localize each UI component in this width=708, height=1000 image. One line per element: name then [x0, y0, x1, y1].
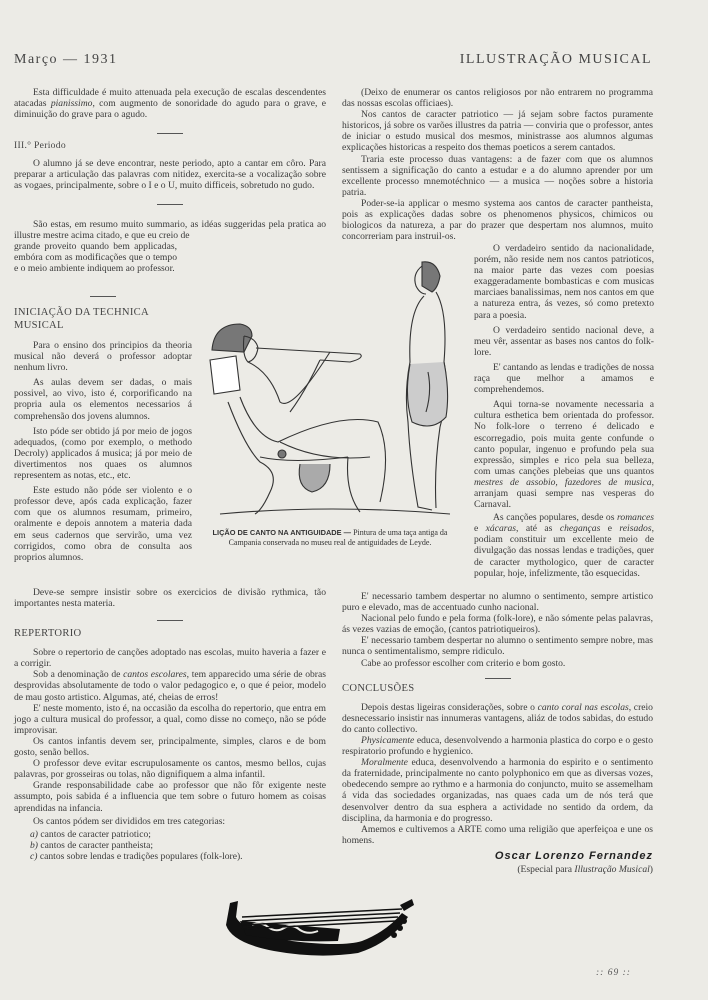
conclusoes-paragraph: Physicamente educa, desenvolvendo a harmonia plastica do corpo e o gesto respiratorio profundo e hygienico.	[342, 734, 653, 758]
right-paragraph: O verdadeiro sentido da nacionalidade, porém, não reside nem nos cantos patrioticos, na maior parte das vezes com poesias exaggeradamente bombasticas e com musicas marciaes banalissimas, nem nos cantos em que a natureza entra, ás vezes, só como pretexto para a poesia.	[474, 243, 654, 321]
right-paragraph: E' cantando as lendas e tradições de nossa raça que melhor a amamos e comprehendemos.	[474, 361, 654, 396]
conclusoes-paragraph: Depois destas ligeiras considerações, sobre o canto coral nas escolas, creio desnecessario insistir nas innumeras vantagens, aliáz de todos sabidas, do estudo do canto collectivo.	[342, 701, 653, 735]
right-paragraph: Poder-se-ia applicar o mesmo systema aos cantos de caracter pantheista, pois as explicações dadas sobre os phenomenos physicos, chimicos ou biologicos da natureza, a par do prazer que despertam nos alumnos, muito concorreriam para instruil-os.	[342, 197, 653, 243]
repertorio-paragraph: O professor deve evitar escrupulosamente os cantos, mesmo bellos, cujas palavras, por grosseiras ou tolas, não dignifiquem a alma infantil.	[14, 758, 326, 781]
category-item: c) cantos sobre lendas e tradições populares (folk-lore).	[30, 850, 243, 862]
category-item: b) cantos de caracter pantheista;	[30, 839, 154, 851]
header-date: Março — 1931	[14, 52, 118, 67]
figure-illustration	[200, 252, 460, 522]
repertorio-paragraph: Sobre o repertorio de canções adoptado nas escolas, muito haveria a fazer e a corrigir.	[14, 647, 326, 670]
iniciacao-paragraph: Para o ensino dos principios da theoria musical não deverá o professor adoptar nenhum livro.	[14, 340, 192, 374]
greek-cup-painting	[200, 252, 460, 522]
repertorio-paragraph: Grande responsabilidade cabe ao professor que não fôr exigente neste assumpto, pois sabida é a influencia que tem sobre o futuro homem as coisas aprendidas na infancia.	[14, 780, 326, 814]
section-divider	[157, 620, 183, 621]
right-paragraph: Traria este processo duas vantagens: a de fazer com que os alumnos sentissem a significação do canto a estudar e a do alumno aprender por um excellente processo mnemotéchnico — a musica — noções sobre a historia patria.	[342, 153, 653, 198]
left-column-top	[14, 87, 326, 274]
conclusoes-heading: CONCLUSÕES	[342, 682, 415, 694]
page-number: :: 69 ::	[596, 968, 631, 978]
right-paragraph: Nos cantos de caracter patriotico — já sejam sobre factos puramente historicos, já sobre os varões illustres da patria — conviria que o professor, antes de iniciar o estudo musical dos mesmos, ministrasse aos alumnos algumas explicações historicas a respeito dos themas poeticos a serem cantados.	[342, 109, 653, 154]
author-signature: Oscar Lorenzo Fernandez	[494, 849, 653, 862]
iniciacao-section	[14, 296, 192, 563]
right-paragraph: E' necessario tambem despertar no alumno o sentimento sempre nobre, mas nunca o sentimentalismo, sempre ridiculo.	[342, 635, 653, 658]
repertorio-paragraph: E' neste momento, isto é, na occasião da escolha do repertorio, que entra em jogo a cultura musical do professor, a qual, como disse no começo, não se póde improvisar.	[14, 702, 326, 736]
conclusoes-paragraph: Moralmente educa, desenvolvendo a harmonia do espirito e o sentimento da fraternidade, principalmente no canto polyphonico em que as diversas vozes, obedecendo sempre ao rythmo e a harmonia do conjuncto, muito se assemelham á vida das sociedades organizadas, nas quaes cada um de nós terá que desenvolver dentro da sua esphera a actividade no sentido da ordem, da disciplina, da harmonia e do progresso.	[342, 757, 653, 824]
right-column-bottom	[342, 591, 653, 875]
left-column-bottom	[14, 587, 326, 862]
figure-caption: LIÇÃO DE CANTO NA ANTIGUIDADE — Pintura de uma taça antiga da Campania conservada no museu real de antiguidades de Leyde.	[212, 528, 448, 547]
section-divider	[157, 204, 183, 205]
conclusoes-paragraph: Amemos e cultivemos a ARTE como uma religião que aperfeiçoa e une os homens.	[342, 823, 653, 846]
repertorio-paragraph: Sob a denominação de cantos escolares, tem apparecido uma série de obras desprovidas absolutamente de todo o valor pedagogico e, o que é peior, modelo de mau gosto artistico. Algumas, até, cheias de erros!	[14, 669, 326, 703]
right-column-top	[342, 87, 653, 242]
section-divider	[485, 678, 511, 679]
periodo-paragraph: O alumno já se deve encontrar, neste periodo, apto a cantar em côro. Para preparar a articulação das palavras com nitidez, exercita-se a vocalização sobre as vogaes, principalmente, sobre o I e o U, muito difficeis, sobretudo no gudo.	[14, 158, 326, 192]
rythmica-paragraph: Deve-se sempre insistir sobre os exercicios de divisão rythmica, tão importantes nesta materia.	[14, 587, 326, 610]
author-credit: (Especial para Illustração Musical)	[517, 863, 653, 875]
header-magazine-title: ILLUSTRAÇÃO MUSICAL	[459, 52, 652, 67]
right-paragraph: Cabe ao professor escolher com criterio e bom gosto.	[361, 657, 566, 669]
iniciacao-heading: INICIAÇÃO DA TECHNICA MUSICAL	[14, 307, 149, 331]
right-paragraph: As canções populares, desde os romances e xácaras, até as cheganças e reisados, podiam constituir um excellente meio de divulgação das nossas lendas e tradições, quer de caracter mythologico, quer de caracter popular, hoje, infelizmente, tão esquecidas.	[474, 512, 654, 579]
category-item: a) cantos de caracter patriotico;	[30, 828, 151, 840]
right-paragraph: E' necessario tambem despertar no alumno o sentimento, sempre artistico puro e elevado, mas de accentuado cunho nacional.	[342, 591, 653, 614]
right-paragraph: Nacional pelo fundo e pela forma (folk-lore), e não sómente pelas palavras, ás vezes vazias de emoção, (cantos patriotiqueiros).	[342, 613, 653, 636]
summary-paragraph: São estas, em resumo muito summario, as idéas suggeridas pela pratica ao illustre mestre acima citado, e que eu creio de	[14, 218, 326, 241]
right-paragraph: O verdadeiro sentido nacional deve, a meu vêr, assentar as bases nos cantos do folk-lore.	[474, 324, 654, 358]
right-paragraph: Aqui torna-se novamente necessaria a cultura esthetica bem orientada do professor. No folk-lore o terreno é delicado e escorregadio, pois muita gente confunde o canto popular, ingenuo e profundo pela sua expressão, simples e rico pela sua belleza, com umas canções plebeias que uns quantos mestres de assobio, fazedores de musica, arranjam quasi sempre nas vesperas do Carnaval.	[474, 399, 654, 511]
section-divider	[90, 296, 116, 297]
lyre-icon	[222, 895, 442, 965]
repertorio-paragraph: Os cantos pódem ser divididos em tres categorias:	[33, 815, 226, 827]
summary-paragraph-continued: grande proveito quando bem applicadas, embóra com as modificações que o tempo e o meio ambiente indiquem ao professor.	[14, 240, 177, 274]
iniciacao-paragraph: As aulas devem ser dadas, o mais possivel, ao vivo, isto é, corporificando na propria aula os elementos necessarios á comprehensão dos jovens alumnos.	[14, 377, 192, 422]
repertorio-paragraph: Os cantos infantis devem ser, principalmente, simples, claros e de bom gosto, senão bellos.	[14, 735, 326, 759]
categories-list	[14, 829, 326, 862]
section-divider	[157, 133, 183, 134]
repertorio-heading: REPERTORIO	[14, 628, 82, 640]
intro-paragraph: Esta difficuldade é muito attenuada pela execução de escalas descendentes atacadas pianissimo, com augmento de sonoridade do agudo para o grave, e diminuição do grave para o agudo.	[14, 87, 326, 121]
right-paragraph: (Deixo de enumerar os cantos religiosos por não entrarem no programma das nossas escolas officiaes).	[342, 87, 653, 110]
right-column-narrow	[474, 243, 654, 579]
periodo-heading: III.° Periodo	[14, 140, 66, 152]
iniciacao-paragraph: Isto póde ser obtido já por meio de jogos adequados, (como por exemplo, o methodo Decroly) applicados á musica; já por meio de divertimentos nos quaes os alumnos representem as notas, etc., etc.	[14, 425, 192, 482]
iniciacao-paragraph: Este estudo não póde ser violento e o professor deve, após cada explicação, fazer com que os alumnos resumam, primeiro, oralmente e depois annotem a materia dada em seus cadernos que servirão, uma vez corrigidos, como obra de consulta aos proprios alumnos.	[14, 485, 192, 563]
lyre-ornament	[222, 895, 442, 965]
